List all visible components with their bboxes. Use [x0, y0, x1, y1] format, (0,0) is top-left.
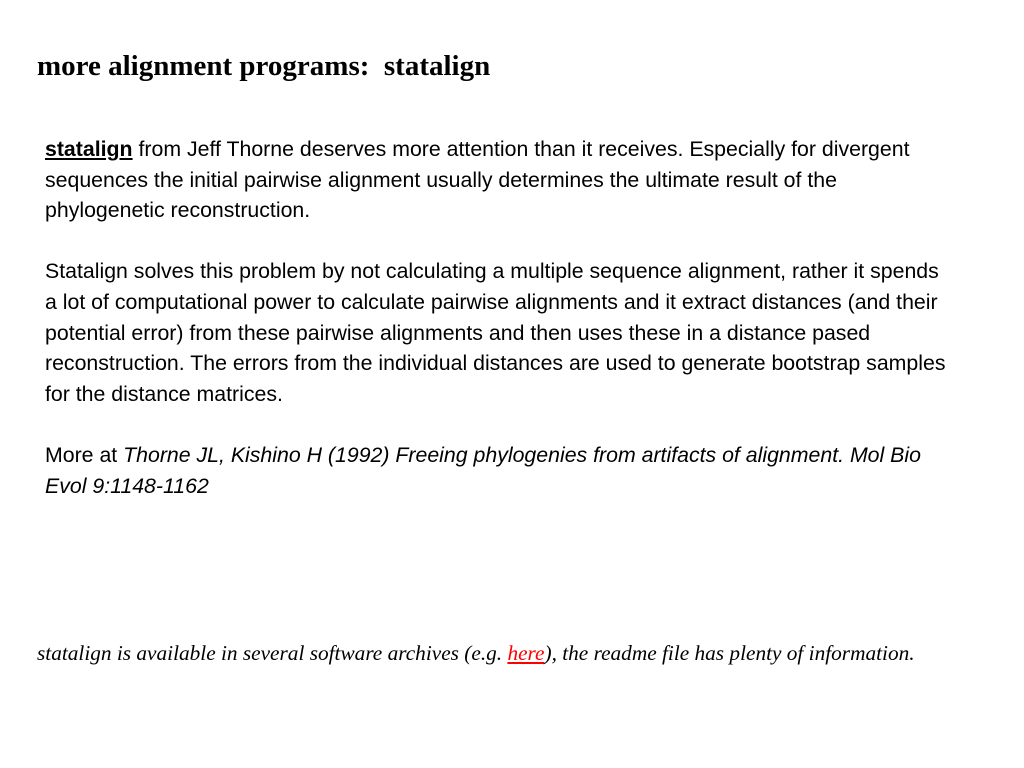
- paragraph-method: Statalign solves this problem by not calculating a multiple sequence alignment, rather it spends a lot of computational power to calculate pairwise alignments and it extract distances (and their potential error) from these pairwise alignments and then uses these in a distance pased reconstruction. The errors from the individual distances are used to generate bootstrap samples for the distance matrices.: [45, 259, 946, 406]
- paragraph-statalign-intro: [45, 134, 955, 226]
- reference-citation: Thorne JL, Kishino H (1992) Freeing phylogenies from artifacts of alignment. Mol Bio Evol 9:1148-1162: [45, 442, 921, 498]
- here-link[interactable]: here: [507, 641, 545, 665]
- slide-title: more alignment programs: statalign: [37, 50, 491, 82]
- paragraph-reference: [45, 440, 955, 501]
- statalign-term: statalign: [45, 137, 133, 161]
- slide-body: [45, 134, 955, 532]
- reference-prefix: More at: [45, 442, 124, 467]
- intro-text: from Jeff Thorne deserves more attention than it receives. Especially for divergent sequences the initial pairwise alignment usually determines the ultimate result of the phylogenetic reconstruction.: [45, 137, 910, 223]
- availability-after-link: ), the readme file has plenty of information.: [544, 641, 915, 665]
- availability-before-link: statalign is available in several software archives (e.g.: [37, 641, 508, 665]
- availability-note: [37, 637, 977, 669]
